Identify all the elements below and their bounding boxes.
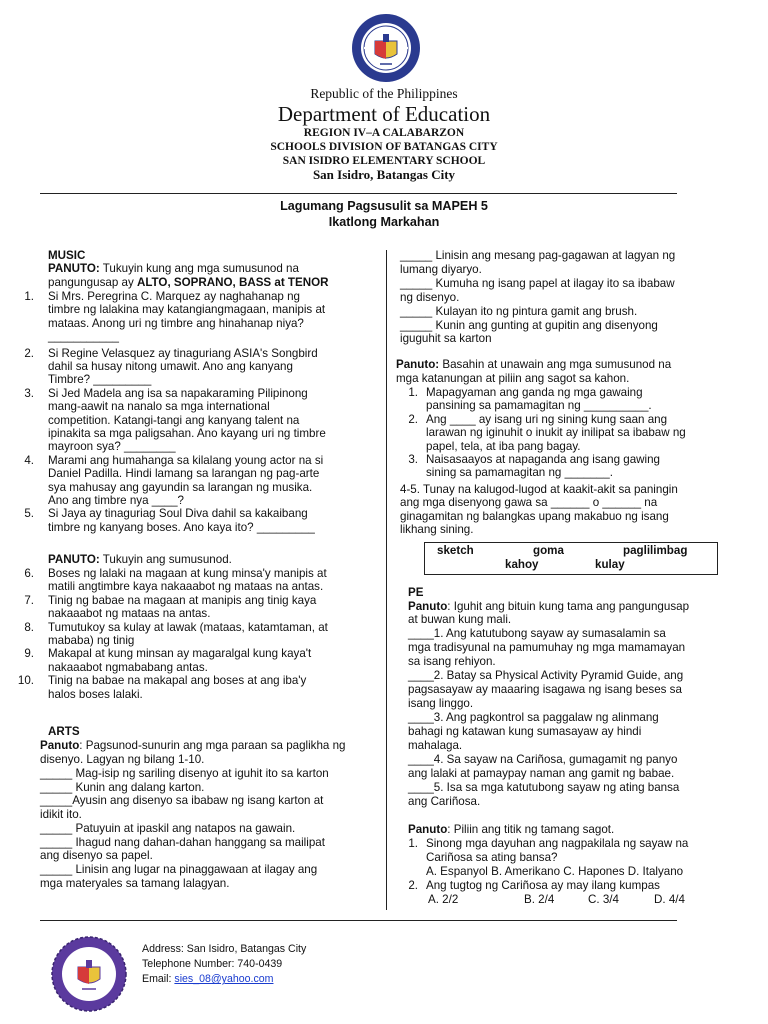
- region-line: REGION IV–A CALABARZON: [303, 127, 465, 139]
- music-item-number: 2.: [24, 346, 34, 360]
- music-item-number: 1.: [24, 290, 34, 303]
- arts-step-line: idikit ito.: [40, 808, 82, 822]
- arts-step-line: _____ Kulayan ito ng pintura gamit ang brush.: [400, 304, 638, 318]
- pe-panuto-label: Panuto: [408, 600, 448, 613]
- music-heading: MUSIC: [48, 249, 86, 262]
- pe-item-line: ____2. Batay sa Physical Activity Pyramid Guide, ang: [408, 669, 684, 682]
- music-panuto-label: PANUTO:: [48, 262, 100, 275]
- music-item-text: Makapal at kung minsan ay magaralgal kung kaya't: [48, 647, 312, 661]
- word-bank-item: kulay: [595, 558, 625, 571]
- music-instructions: [48, 262, 388, 275]
- arts-step-line: mga materyales sa tamang lalagyan.: [40, 876, 230, 890]
- pe-q2-choice: D. 4/4: [654, 893, 685, 906]
- music-item-text: nakaaabot ng mataas na antas.: [48, 607, 211, 621]
- music-item-number: 10.: [17, 674, 34, 688]
- music-item-number: 5.: [24, 507, 34, 521]
- pe-heading: PE: [408, 586, 424, 599]
- arts-step-line: lumang diyaryo.: [400, 262, 482, 276]
- arts-step-line: _____ Linisin ang lugar na pinaggawaan at ilagay ang: [40, 862, 318, 876]
- pe-item-line: ____3. Ang pagkontrol sa paggalaw ng alinmang: [408, 711, 659, 724]
- pe-q2-number: 2.: [408, 879, 418, 892]
- music-item-text: mayroon sya? ________: [48, 440, 176, 454]
- pe-panuto2-label: Panuto: [408, 823, 448, 836]
- music-item-text: timbre ng kanyang boses. Ano kaya ito? _________: [48, 520, 315, 534]
- arts-panuto-line2: disenyo. Lagyan ng bilang 1-10.: [40, 753, 205, 766]
- music-item-number: 3.: [24, 386, 34, 400]
- arts-instructions-2: [396, 358, 726, 371]
- arts-item-text: sining sa pamamagitan ng _______.: [426, 466, 613, 480]
- footer-divider: [40, 920, 677, 921]
- department-title: Department of Education: [277, 102, 491, 126]
- music-item-text: Tinig na babae na makapal ang boses at ang iba'y: [48, 674, 307, 688]
- music-panuto-line1: Tukuyin kung ang mga sumusunod na: [99, 262, 299, 275]
- arts-step-line: _____ Patuyuin at ipaskil ang natapos na gawain.: [40, 821, 296, 835]
- pe-item-line: sa isang rehiyon.: [408, 655, 496, 668]
- arts-item45-line: likhang sining.: [400, 523, 474, 537]
- music-item-text: halos boses lalaki.: [48, 687, 143, 701]
- arts-item-text: Ang ____ ay isang uri ng sining kung saan ang: [426, 412, 668, 426]
- music-item-text: competition. Katangi-tangi ang kanyang talent na: [48, 413, 300, 427]
- division-line: SCHOOLS DIVISION OF BATANGAS CITY: [270, 141, 498, 153]
- pe-q2-choice: B. 2/4: [524, 893, 555, 906]
- music-panuto-choices: ALTO, SOPRANO, BASS at TENOR: [136, 276, 329, 289]
- music-item-text: mababa) ng tinig: [48, 634, 135, 647]
- music-item-number: 8.: [24, 620, 34, 634]
- word-bank-item: goma: [533, 544, 564, 557]
- arts-step-line: _____ Ihagud nang dahan-dahan hanggang sa mailipat: [40, 835, 325, 849]
- pe-item-line: ____4. Sa sayaw na Cariñosa, gumagamit ng panyo: [408, 753, 678, 766]
- music-item-text: sya mahusay ang gayundin sa larangan ng musika.: [48, 480, 313, 494]
- music-item-text: Si Jaya ay tinaguriag Soul Diva dahil sa kakaibang: [48, 507, 308, 521]
- pe-q1-line: Cariñosa sa ating bansa?: [426, 851, 558, 864]
- music-panuto-line2: pangungusap ay: [48, 276, 137, 289]
- music-instructions-cont: [48, 276, 388, 289]
- word-bank-box: [424, 542, 718, 575]
- music-item-text: dahil sa husay nitong umawit. Ano ang kanyang: [48, 360, 293, 373]
- footer-address: Address: San Isidro, Batangas City: [142, 943, 307, 955]
- music-item-number: 7.: [24, 593, 34, 607]
- music-instructions-2: [48, 553, 388, 566]
- arts-instructions: [40, 739, 390, 752]
- music-panuto2-text: Tukuyin ang sumusunod.: [99, 553, 232, 566]
- republic-line: Republic of the Philippines: [310, 86, 458, 101]
- arts-step-line: ang disenyo sa papel.: [40, 849, 153, 863]
- music-item-number: 4.: [24, 453, 34, 467]
- arts-step-line: _____ Kunin ang dalang karton.: [40, 780, 205, 794]
- pe-item-line: bahagi ng katawan kung sumasayaw ay hindi: [408, 725, 642, 738]
- arts-heading: ARTS: [48, 725, 80, 738]
- arts-item-text: pansining sa pamamagitan ng __________.: [426, 399, 652, 413]
- arts-item45-line: ang mga disenyong gawa sa ______ o ______ na: [400, 496, 658, 510]
- arts-step-line: _____Ayusin ang disenyo sa ibabaw ng isang karton at: [40, 794, 324, 808]
- arts-item-number: 1.: [408, 386, 418, 399]
- pe-q1-choices: A. Espanyol B. Amerikano C. Hapones D. Italyano: [426, 865, 684, 878]
- footer-telephone: Telephone Number: 740-0439: [142, 958, 283, 971]
- arts-panuto-line1: : Pagsunod-sunurin ang mga paraan sa paglikha ng: [79, 739, 346, 752]
- arts-step-line: iguguhit sa karton: [400, 332, 492, 346]
- pe-item-line: ang lalaki at pamaypay naman ang gamit ng babae.: [408, 767, 675, 780]
- music-item-text: Si Mrs. Peregrina C. Marquez ay naghahanap ng: [48, 290, 300, 303]
- music-item-text: Tumutukoy sa kulay at lawak (mataas, katamtaman, at: [48, 620, 328, 634]
- arts-item-number: 2.: [408, 412, 418, 426]
- word-bank-item: paglilimbag: [623, 544, 688, 557]
- pe-item-line: mga tradisyunal na pamumuhay ng mga mamamayan: [408, 641, 686, 654]
- word-bank-item: kahoy: [505, 558, 539, 571]
- pe-item-line: ang Cariñosa.: [408, 795, 481, 808]
- arts-panuto2-label: Panuto:: [396, 358, 440, 371]
- pe-panuto2-text: : Piliin ang titik ng tamang sagot.: [447, 823, 615, 836]
- arts-item-text: papel, tela, at iba pang bagay.: [426, 439, 581, 453]
- music-item-text: Si Regine Velasquez ay tinaguriang ASIA's Songbird: [48, 346, 318, 360]
- arts-item-text: Naisasaayos at napaganda ang isang gawing: [426, 453, 660, 466]
- header-divider: [40, 193, 677, 194]
- arts-panuto2-line1: Basahin at unawain ang mga sumusunod na: [439, 358, 672, 371]
- music-panuto2-label: PANUTO:: [48, 553, 100, 566]
- music-item-text: Ano ang timbre nya ____?: [48, 494, 185, 507]
- pe-q2-choice: A. 2/2: [428, 893, 459, 906]
- pe-q2-choice: C. 3/4: [588, 893, 619, 906]
- pe-item-line: ____1. Ang katutubong sayaw ay sumasalamin sa: [408, 627, 666, 640]
- word-bank-item: sketch: [437, 544, 474, 557]
- arts-item45-line: ginagamitan ng balangkas upang makabuo ng isang: [400, 509, 669, 523]
- arts-panuto-label: Panuto: [40, 739, 80, 752]
- pe-q1-line: Sinong mga dayuhan ang nagpakilala ng sayaw na: [426, 837, 689, 850]
- arts-step-line: _____ Kunin ang gunting at gupitin ang disenyong: [400, 318, 658, 332]
- music-item-text: Marami ang humahanga sa kilalang young actor na si: [48, 453, 324, 467]
- footer-email-label: Email:: [142, 973, 175, 986]
- pe-item-line: ____5. Isa sa mga katutubong sayaw ng ating bansa: [408, 781, 680, 794]
- arts-item-number: 3.: [408, 453, 418, 466]
- music-item-text: mataas. Anong uri ng timbre ang hinahanap niya?: [48, 316, 304, 330]
- music-item-text: Timbre? _________: [48, 373, 152, 387]
- pe-item-line: pagsasayaw ay maaaring isagawa ng isang beses sa: [408, 683, 682, 696]
- pe-q1-number: 1.: [408, 837, 418, 850]
- arts-step-line: _____ Linisin ang mesang pag-gagawan at lagyan ng: [400, 249, 676, 262]
- music-item-text: timbre ng lalakina may katangiangmagaan, manipis at: [48, 303, 326, 317]
- arts-item45-line: 4-5. Tunay na kalugod-lugod at kaakit-akit sa paningin: [400, 483, 678, 496]
- pe-instructions: [408, 600, 728, 613]
- footer-contact: [142, 942, 306, 988]
- pe-panuto-line1: : Iguhit ang bituin kung tama ang pangungusap: [447, 600, 690, 613]
- music-item-text: ___________: [48, 330, 119, 344]
- pe-item-line: mahalaga.: [408, 739, 463, 752]
- arts-step-line: ng disenyo.: [400, 290, 460, 304]
- school-location: San Isidro, Batangas City: [312, 167, 456, 182]
- music-item-text: Tinig ng babae na magaan at manipis ang tinig kaya: [48, 593, 317, 607]
- email-link[interactable]: sies_08@yahoo.com: [174, 973, 274, 986]
- arts-item-text: larawan ng iginuhit o inukit ay inilipat sa ibabaw ng: [426, 426, 686, 440]
- test-quarter: Ikatlong Markahan: [328, 215, 440, 229]
- deped-seal-logo: [350, 12, 422, 84]
- music-item-number: 9.: [24, 647, 34, 661]
- footer-email-line: [142, 972, 306, 987]
- arts-step-line: _____ Mag-isip ng sariling disenyo at iguhit ito sa karton: [40, 767, 329, 780]
- arts-item-text: Mapagyaman ang ganda ng mga gawaing: [426, 386, 643, 399]
- music-item-text: ipinakita sa mga paligsahan. Ano kayang uri ng timbre: [48, 427, 326, 440]
- pe-instructions-2: [408, 823, 728, 836]
- music-item-number: 6.: [24, 567, 34, 580]
- music-item-text: Si Jed Madela ang isa sa napakaraming Pilipinong: [48, 386, 308, 400]
- arts-step-line: _____ Kumuha ng isang papel at ilagay ito sa ibabaw: [400, 276, 675, 290]
- pe-item-line: isang linggo.: [408, 697, 474, 710]
- pe-q2-text: Ang tugtog ng Cariñosa ay may ilang kumpas: [426, 879, 660, 892]
- test-title: Lagumang Pagsusulit sa MAPEH 5: [280, 199, 488, 213]
- pe-panuto-line2: at buwan kung mali.: [408, 613, 512, 626]
- music-item-text: mang-aawit na nanalo sa mga international: [48, 400, 270, 414]
- music-item-text: nakaaabot ngmababang antas.: [48, 660, 208, 674]
- music-item-text: Daniel Padilla. Hindi lamang sa larangan ng pag-arte: [48, 467, 320, 481]
- music-item-text: matili angtimbre kaya nakaaabot ng mataas na antas.: [48, 580, 324, 594]
- school-name: SAN ISIDRO ELEMENTARY SCHOOL: [282, 155, 486, 167]
- school-seal-logo: [50, 935, 128, 1013]
- music-item-text: Boses ng lalaki na magaan at kung minsa'y manipis at: [48, 567, 327, 580]
- arts-panuto2-line2: mga katanungan at piliin ang sagot sa kahon.: [396, 372, 630, 385]
